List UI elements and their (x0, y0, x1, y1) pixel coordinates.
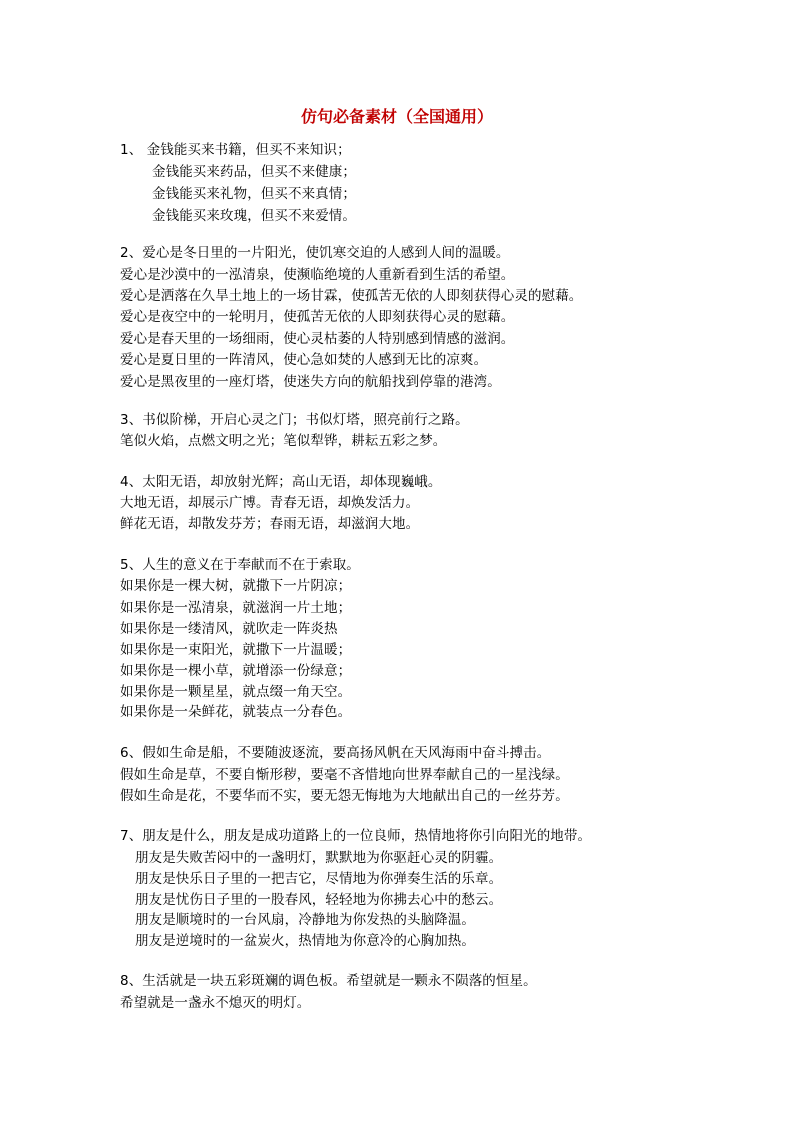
text-line: 7、朋友是什么，朋友是成功道路上的一位良师，热情地将你引向阳光的地带。 (120, 828, 592, 844)
text-line: 如果你是一泓清泉，就滋润一片土地； (120, 600, 352, 616)
text-line: 8、生活就是一块五彩斑斓的调色板。希望就是一颗永不陨落的恒星。 (120, 973, 537, 989)
text-line: 如果你是一颗星星，就点缀一角天空。 (120, 684, 352, 700)
text-line: 爱心是黑夜里的一座灯塔，使迷失方向的航船找到停靠的港湾。 (120, 374, 501, 390)
text-line: 金钱能买来礼物，但买不来真情； (152, 186, 356, 202)
text-line: 金钱能买来玫瑰，但买不来爱情。 (152, 208, 356, 224)
text-line: 朋友是失败苦闷中的一盏明灯，默默地为你驱赶心灵的阴霾。 (135, 850, 503, 866)
text-line: 大地无语，却展示广博。青春无语，却焕发活力。 (120, 495, 420, 511)
text-line: 爱心是沙漠中的一泓清泉，使濒临绝境的人重新看到生活的希望。 (120, 267, 515, 283)
document-title: 仿句必备素材（全国通用） (300, 107, 493, 126)
text-line: 5、人生的意义在于奉献而不在于索取。 (120, 557, 360, 573)
text-line: 朋友是顺境时的一台风扇，冷静地为你发热的头脑降温。 (135, 912, 475, 928)
text-line: 爱心是春天里的一场细雨，使心灵枯萎的人特别感到情感的滋润。 (120, 331, 515, 347)
text-line: 爱心是夏日里的一阵清风，使心急如焚的人感到无比的凉爽。 (120, 352, 488, 368)
text-line: 1、 金钱能买来书籍，但买不来知识； (120, 142, 351, 158)
text-line: 朋友是快乐日子里的一把吉它，尽情地为你弹奏生活的乐章。 (135, 871, 503, 887)
text-line: 朋友是忧伤日子里的一股春风，轻轻地为你拂去心中的愁云。 (135, 892, 503, 908)
text-line: 如果你是一棵大树，就撒下一片阴凉； (120, 578, 352, 594)
text-line: 朋友是逆境时的一盆炭火，热情地为你意冷的心胸加热。 (135, 933, 475, 949)
text-line: 假如生命是草，不要自惭形秽，要毫不吝惜地向世界奉献自己的一星浅绿。 (120, 767, 569, 783)
text-line: 如果你是一朵鲜花，就装点一分春色。 (120, 704, 352, 720)
text-line: 笔似火焰，点燃文明之光；笔似犁铧，耕耘五彩之梦。 (120, 433, 447, 449)
text-line: 爱心是洒落在久旱土地上的一场甘霖，使孤苦无依的人即刻获得心灵的慰藉。 (120, 288, 583, 304)
text-line: 4、太阳无语，却放射光辉；高山无语，却体现巍峨。 (120, 474, 442, 490)
text-line: 希望就是一盏永不熄灭的明灯。 (120, 995, 311, 1011)
text-line: 假如生命是花，不要华而不实，要无怨无悔地为大地献出自己的一丝芬芳。 (120, 788, 569, 804)
text-line: 爱心是夜空中的一轮明月，使孤苦无依的人即刻获得心灵的慰藉。 (120, 309, 515, 325)
text-line: 如果你是一束阳光，就撒下一片温暖； (120, 642, 352, 658)
text-line: 3、书似阶梯，开启心灵之门；书似灯塔，照亮前行之路。 (120, 412, 469, 428)
text-line: 如果你是一缕清风，就吹走一阵炎热 (120, 621, 338, 637)
text-line: 6、假如生命是船，不要随波逐流，要高扬风帆在天风海雨中奋斗搏击。 (120, 745, 551, 761)
text-line: 如果你是一棵小草，就增添一份绿意； (120, 663, 352, 679)
text-line: 鲜花无语，却散发芬芳；春雨无语，却滋润大地。 (120, 516, 420, 532)
text-line: 金钱能买来药品，但买不来健康； (152, 164, 356, 180)
text-line: 2、爱心是冬日里的一片阳光，使饥寒交迫的人感到人间的温暖。 (120, 245, 510, 261)
